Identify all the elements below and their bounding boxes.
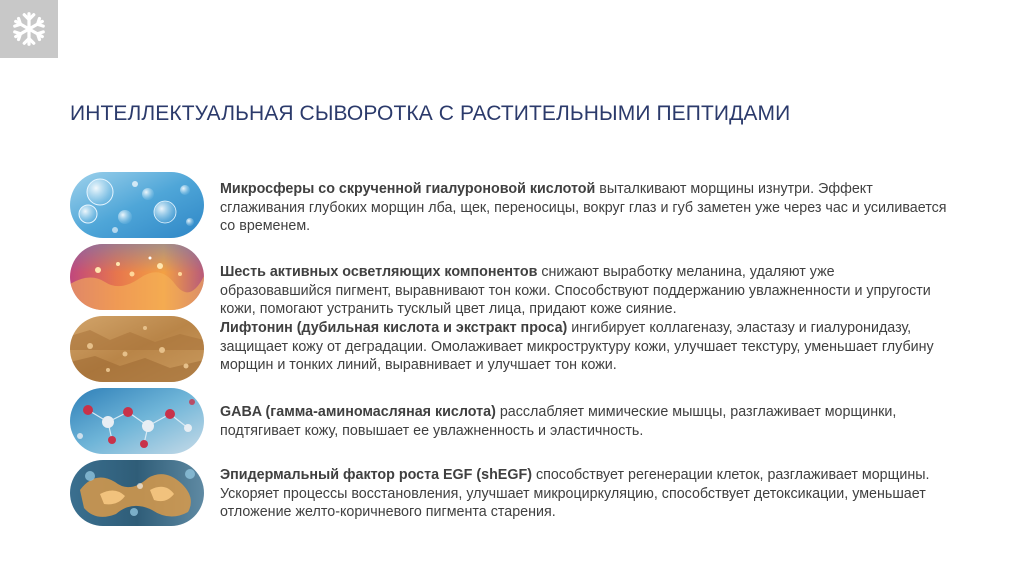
paragraph-liftonin <box>220 319 950 375</box>
paragraph-heading: Микросферы со скрученной гиалуроновой кислотой <box>220 181 596 197</box>
paragraph-heading: Шесть активных осветляющих компонентов <box>220 264 538 280</box>
cells-image <box>70 460 204 526</box>
logo <box>0 0 58 58</box>
paragraph-brightening <box>220 263 950 319</box>
paragraph-text: снижают выработку меланина, удаляют уже образовавшийся пигмент, выравнивают тон кожи. Способствуют поддержанию увлажненности и упругости кожи, помогают устранить тусклый цвет лица, придают коже сияние. <box>220 264 931 317</box>
snowflake-icon <box>10 10 48 48</box>
water-bubbles-image <box>70 172 204 238</box>
splash-image <box>70 244 204 310</box>
page-title: ИНТЕЛЛЕКТУАЛЬНАЯ СЫВОРОТКА С РАСТИТЕЛЬНЫМИ ПЕПТИДАМИ <box>70 102 791 125</box>
paragraph-gaba <box>220 403 950 440</box>
paragraph-egf <box>220 466 950 522</box>
paragraph-heading: GABA (гамма-аминомасляная кислота) <box>220 404 496 420</box>
molecules-image <box>70 388 204 454</box>
millet-texture-image <box>70 316 204 382</box>
paragraph-microspheres <box>220 180 950 236</box>
paragraph-text: выталкивают морщины изнутри. Эффект сглаживания глубоких морщин лба, щек, переносицы, вокруг глаз и губ заметен уже через час и усиливается со временем. <box>220 181 947 234</box>
paragraph-heading: Эпидермальный фактор роста EGF (shEGF) <box>220 467 532 483</box>
paragraph-text: способствует регенерации клеток, разглаживает морщины. Ускоряет процессы восстановления, улучшает микроциркуляцию, способствует детоксикации, уменьшает отложение желто-коричневого пигмента старения. <box>220 467 930 520</box>
paragraph-text: ингибирует коллагеназу, эластазу и гиалуронидазу, защищает кожу от деградации. Омолаживает микроструктуру кожи, улучшает текстуру, уменьшает глубину морщин и тонких линий, выравнивает и улучшает тон кожи. <box>220 320 934 373</box>
paragraph-text: расслабляет мимические мышцы, разглаживает морщинки, подтягивает кожу, повышает ее увлажненность и эластичность. <box>220 404 897 439</box>
paragraph-heading: Лифтонин (дубильная кислота и экстракт проса) <box>220 320 568 336</box>
